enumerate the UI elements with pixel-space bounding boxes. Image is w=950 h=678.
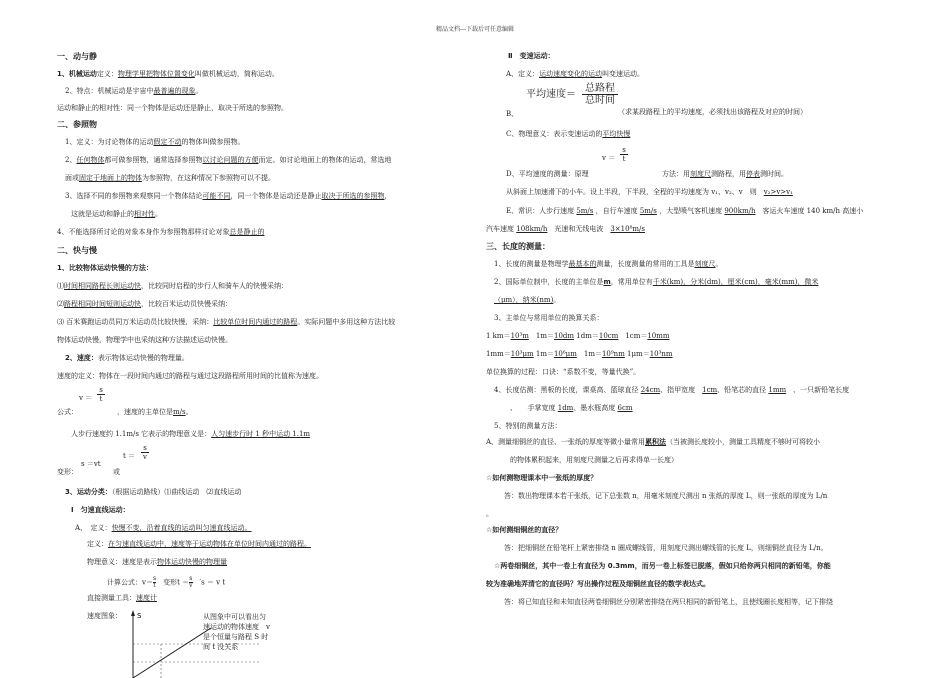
common-speeds-cont: 汽车速度 108km/h 光速和无线电波 3×10⁸m/s — [486, 225, 645, 233]
calc-formula: 计算公式：v＝ $\frac{s}{t}$ 变形t ＝ $\frac{s}{v}$ ′s ＝ v t — [107, 575, 226, 589]
line-relativity: 运动和静止的相对性：同一个物体是运动还是静止，取决于所选的参照物。 — [57, 104, 288, 112]
speed-heading: 2、速度：表示物体运动快慢的物理量。 — [65, 354, 189, 362]
avg-speed-fraction: 总路程 总时间 — [582, 83, 618, 106]
section-title-reference: 二、参照物 — [57, 120, 97, 129]
length-units-cont: （μm），纳米(nm)。 — [494, 296, 561, 304]
variant-label: 变形： — [57, 468, 78, 476]
avg-speed-measure: D、平均速度的测量：原理 — [506, 170, 589, 178]
avg-speed-method: 方法：用刻度尺测路程，用停表测时间。 — [662, 170, 788, 178]
section-title-speed: 二、快与慢 — [57, 246, 97, 255]
formula-v-label-right: v ＝ — [602, 154, 616, 162]
length-units: 2、国际单位制中，长度的主单位是m，常用单位有千米(km)，分米(dm)，厘米(cm)，毫米(mm)，微米 — [494, 278, 819, 286]
line-ref-self: 4、不能选择所讨论的对象本身作为参照物那样讨论对象总是静止的 — [57, 228, 265, 236]
walking-speed: 人步行速度约 1.1m/s 它表示的物理意义是：人匀速步行时 1 秒中运动 1.1m — [71, 430, 311, 438]
line-mechanical-motion: 1、机械运动定义：物理学里把物体位置变化叫做机械运动，简称运动。 — [57, 70, 279, 78]
or-label: 或 — [113, 468, 120, 476]
formula-t-label: t ＝ — [123, 452, 136, 460]
method-1: ⑴时间相同路程长则运动快，比较同时启程的步行人和骑车人的快慢采纳： — [57, 282, 288, 290]
unit-conversion-title: 3、主单位与常用单位的换算关系： — [494, 314, 604, 322]
uniform-meaning: 物理意义：速度是表示物体运动快慢的物理量 — [87, 558, 227, 566]
accumulation-method: A、测量细铜丝的直径、一张纸的厚度等微小量常用累积法（当被测长度较小，测量工具精度不够时可将较小 — [486, 438, 821, 446]
graph-note-line: 从图象中可以看出匀 — [203, 613, 266, 621]
formula-v-label: v ＝ — [79, 394, 93, 402]
answer-paper-thickness: 答：数出物理课本若干张纸，记下总张数 n，用毫米刻度尺测出 n 张纸的厚度 L，则一张纸的厚度为 L/n — [504, 492, 828, 500]
item-b-label: B、 — [506, 110, 519, 118]
section-title-length: 三、长度的测量： — [486, 242, 550, 251]
question-paper-thickness: ☆如何测物理课本中一张纸的厚度？ — [486, 474, 598, 482]
special-methods: 5、特别的测量方法： — [494, 422, 562, 430]
formula-label: 公式： — [57, 408, 78, 416]
conversion-row-1: 1 km＝10³m 1m＝10dm 1dm＝10cm 1cm＝10mm — [486, 332, 670, 340]
graph-y-arrow — [131, 610, 135, 616]
question-wire-diameter: ☆如何测细铜丝的直径？ — [486, 526, 563, 534]
uniform-def-b: 定义：在匀速直线运动中，速度等于运动物体在单位时间内通过的路程。 — [87, 540, 311, 548]
method-2: ⑵路程相同时间短则运动快，比较百米运动员快慢采纳： — [57, 300, 232, 308]
question-two-wires-cont: 较为准确地弄清它的直径吗？写出操作过程及细铜丝直径的数学表达式。 — [486, 580, 710, 588]
avg-speed-meaning: C、物理意义：表示变速运动的平均快慢 — [506, 130, 631, 138]
avg-speed-label: 平均速度＝ — [526, 89, 576, 100]
formula-v-fraction: $\frac{s}{t}$ — [97, 386, 105, 403]
graph-label: 速度图象： — [87, 612, 122, 620]
common-speeds: E、常识：人步行速度 5m/s ，自行车速度 5m/s ，大型喷气客机速度 900km/h 客运火车速度 140 km/h 高速小 — [506, 207, 864, 215]
method-3-cont: 物体运动快慢，物理学中也采纳这种方法描述运动快慢。 — [57, 336, 232, 344]
answer-wire-diameter: 答：把细铜丝在铅笔杆上紧密排绕 n 圈成螺线管，用刻度尺测出螺线管的长度 L，则细铜丝直径为 L/n。 — [504, 544, 828, 552]
line-ref-def: 1、定义：为讨论物体的运动假定不动的物体叫做参照物。 — [65, 138, 245, 146]
length-estimate-cont: 、 手掌宽度 1dm、墨水瓶高度 6cm — [510, 404, 633, 412]
speed-definition: 速度的定义：物体在一段时间内通过的路程与通过这段路程所用时间的比值称为速度。 — [57, 372, 323, 380]
graph-note-line: 间 t 没关系 — [203, 643, 239, 651]
formula-v-fraction-right: $\frac{s}{t}$ — [620, 146, 628, 163]
question-two-wires: ☆两卷细铜丝，其中一卷上有直径为 0.3mm，而另一卷上标签已脱落，假如只给你两只相同的新铅笔，你能 — [494, 562, 831, 570]
incline-cart: 从斜面上加速滑下的小车。设上半段，下半段，全程的平均速度为 v₁、v₂、v 则 v₂>v>v₁ — [506, 188, 793, 196]
uniform-def-a: A、 定义：快慢不变，沿着直线的运动叫匀速直线运动。 — [75, 524, 252, 532]
answer-two-wires: 答：将已知直径和未知直径两卷细铜丝分别紧密排绕在两只相同的新铅笔上，且使线圈长度相等，记下排绕 — [504, 598, 833, 606]
speed-unit: ，速度的主单位是m/s。 — [117, 408, 193, 416]
variable-motion-heading: Ⅱ 变速运动： — [508, 52, 555, 60]
method-3: ⑶ 百米赛跑运动员同万米运动员比较快慢，采纳：比较单位时间内通过的路程。实际问题中多用这种方法比较 — [57, 318, 396, 326]
variable-def: A、定义：运动速度变化的运动叫变速运动。 — [506, 70, 645, 78]
avg-speed-note: （求某段路程上的平均速度，必须找出该路程及对应的时间） — [618, 108, 807, 116]
graph-note-line: 是个恒量与路程 S 时 — [203, 633, 269, 641]
section-title-motion: 一、动与静 — [57, 52, 97, 61]
line-feature: 2、特点：机械运动是宇宙中最普遍的现象。 — [65, 87, 203, 95]
line-ref-ground: 面或固定于地面上的物体为参照物，在这种情况下参照物可以不提。 — [65, 174, 275, 182]
motion-classification: 3、运动分类：（根据运动路线）⑴曲线运动 ⑵直线运动 — [65, 488, 242, 496]
direct-measure-tool: 直接测量工具：速度计 — [87, 594, 157, 602]
conversion-row-2: 1mm＝10³μm 1m＝10⁶μm 1m＝10⁹nm 1μm＝10³nm — [486, 350, 673, 358]
uniform-motion-heading: Ⅰ 匀速直线运动： — [71, 506, 130, 514]
graph-note-line: 速运动的物体速度 v — [203, 623, 270, 631]
accumulation-method-cont: 的物体累积起来，用刻度尺测量之后再求得单一长度） — [510, 456, 678, 464]
line-ref-relativity: 这就是运动和静止的相对性。 — [71, 210, 162, 218]
graph-note — [203, 612, 270, 652]
formula-t-fraction: $\frac{s}{v}$ — [141, 444, 149, 461]
conversion-rhyme: 单位换算的过程：口诀：“系数不变，等量代换”。 — [486, 368, 641, 376]
page-header: 精品文档---下载后可任意编辑 — [435, 26, 515, 33]
length-basic: 1、长度的测量是物理学最基本的测量，长度测量的常用的工具是刻度尺。 — [494, 260, 723, 268]
answer-paper-thickness-end: 。 — [486, 510, 493, 518]
subheading-compare-methods: 1、比较物体运动快慢的方法： — [57, 264, 153, 272]
formula-s-vt: s ＝vt — [81, 460, 101, 468]
graph-line — [133, 628, 211, 678]
line-ref-any: 2、任何物体都可做参照物，通常选择参照物以讨论问题的方便而定。如讨论地面上的物体的运动，常选地 — [65, 156, 392, 164]
length-estimate: 4、长度估测：黑板的长度，课桌高、篮球直径 24cm、指甲宽度 1cm、铅笔芯的直径 1mm 、一只新铅笔长度 — [494, 386, 850, 394]
line-ref-choice: 3、选择不同的参照物来观察同一个物体结论可能不同，同一个物体是运动还是静止取决于所选的参照物， — [65, 192, 392, 200]
graph-axis-label: S — [137, 612, 142, 620]
